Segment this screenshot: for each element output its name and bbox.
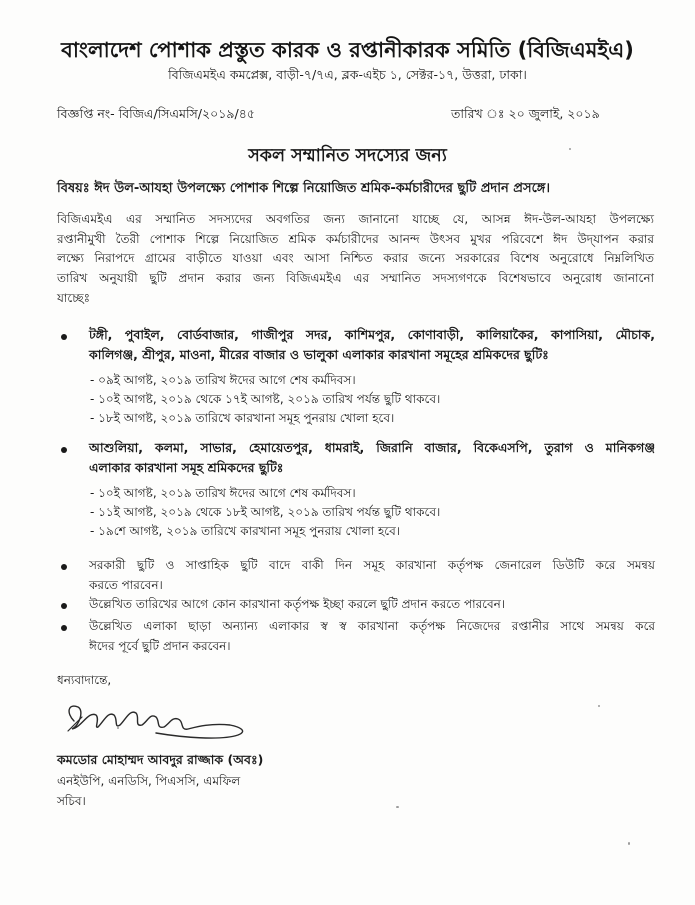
note-text xyxy=(89,594,655,614)
body-line: বিজিএমইএ এর সম্মানিত সদস্যদের অবগতির জন্য জানানো যাচ্ছে যে, আসন্ন ঈদ-উল-আযহা উপলক্ষ্যে xyxy=(57,212,654,226)
area-line: কালিগঞ্জ, শ্রীপুর, মাওনা, মীরের বাজার ও ভালুকা এলাকার কারখানা সমূহের শ্রমিকদের ছুটিঃ xyxy=(89,347,549,362)
note-line: উল্লেখিত এলাকা ছাড়া অন্যান্য এলাকার স্ব স্ব কারখানা কর্তৃপক্ষ নিজেদের রপ্তানীর সাথে সমন্বয় করে xyxy=(89,619,655,633)
body-paragraph xyxy=(57,210,654,309)
schedule-item: - ১৯শে আগষ্ট, ২০১৯ তারিখে কারখানা সমূহ পুনরায় খোলা হবে। xyxy=(90,524,401,538)
org-name: বাংলাদেশ পোশাক প্রস্তুত কারক ও রপ্তানীকারক সমিতি (বিজিএমইএ) xyxy=(61,38,634,62)
schedule-item: - ১০ই আগষ্ট, ২০১৯ থেকে ১৭ই আগষ্ট, ২০১৯ তারিখ পর্যন্ত ছুটি থাকবে। xyxy=(90,392,441,406)
paper-speck xyxy=(117,727,119,729)
handwritten-signature xyxy=(60,697,260,747)
subject-line: বিষয়ঃ ঈদ উল-আযহা উপলক্ষ্যে পোশাক শিল্পে নিয়োজিত শ্রমিক-কর্মচারীদের ছুটি প্রদান প্রসঙ্গে। xyxy=(57,181,551,196)
bullet-icon xyxy=(61,564,67,570)
note-line: করতে পারবেন। xyxy=(89,578,163,592)
area-line: এলাকার কারখানা সমূহ শ্রমিকদের ছুটিঃ xyxy=(89,460,284,475)
signer-title: সচিব। xyxy=(57,794,86,808)
area-list xyxy=(89,438,655,478)
schedule-item: - ০৯ই আগষ্ট, ২০১৯ তারিখ ঈদের আগে শেষ কর্মদিবস। xyxy=(90,373,356,387)
schedule-item: - ১০ই আগষ্ট, ২০১৯ তারিখ ঈদের আগে শেষ কর্মদিবস। xyxy=(90,486,356,500)
body-line: যাচ্ছেঃ xyxy=(57,290,90,305)
paper-speck xyxy=(598,705,600,707)
bullet-icon xyxy=(61,447,67,453)
notice-heading: সকল সম্মানিত সদস্যের জন্য xyxy=(248,146,447,166)
note-line: সরকারী ছুটি ও সাপ্তাহিক ছুটি বাদে বাকী দিন সমূহ কারখানা কর্তৃপক্ষ জেনারেল ডিউটি করে সমন্বয় xyxy=(89,558,655,572)
reference-label: বিজ্ঞপ্তি নং- বিজিএ/সিএমসি/২০১৯/ xyxy=(57,106,239,121)
note-line: উল্লেখিত তারিখের আগে কোন কারখানা কর্তৃপক্ষ ইচ্ছা করলে ছুটি প্রদান করতে পারবেন। xyxy=(89,597,506,611)
reference-number xyxy=(57,106,255,126)
area-line: আশুলিয়া, কলমা, সাভার, হেমায়েতপুর, ধামরাই, জিরানি বাজার, বিকেএসপি, তুরাগ ও মানিকগঞ্জ xyxy=(89,440,655,455)
closing-text: ধন্যবাদান্তে, xyxy=(57,673,112,687)
bullet-icon xyxy=(61,603,67,609)
body-line: লক্ষ্যে নিরাপদে গ্রামের বাড়ীতে যাওয়া এবং আসা নিশ্চিত করার জন্যে সরকারের বিশেষ অনুরোধে নিম্নলিখিত xyxy=(57,251,654,266)
note-text xyxy=(89,555,655,595)
schedule-item: - ১৮ই আগষ্ট, ২০১৯ তারিখে কারখানা সমূহ পুনরায় খোলা হবে। xyxy=(90,411,395,425)
schedule-item: - ১১ই আগষ্ট, ২০১৯ থেকে ১৮ই আগষ্ট, ২০১৯ তারিখ পর্যন্ত ছুটি থাকবে। xyxy=(90,505,441,519)
paper-speck xyxy=(396,806,399,808)
letter-date: তারিখ ঃ ২০ জুলাই, ২০১৯ xyxy=(451,106,600,121)
body-line: রপ্তানীমুখী তৈরী পোশাক শিল্পে নিয়োজিত শ্রমিক কর্মচারীদের আনন্দ উৎসব মুখর পরিবেশে ঈদ উদ্‌যাপন করার xyxy=(57,231,654,246)
note-text xyxy=(89,616,655,656)
note-line: ঈদের পূর্বে ছুটি প্রদান করবেন। xyxy=(89,639,231,653)
org-address: বিজিএমইএ কমপ্লেক্স, বাড়ী-৭/৭এ, ব্লক-এইচ ১, সেক্টর-১৭, উত্তরা, ঢাকা। xyxy=(168,67,527,82)
paper-speck xyxy=(628,842,630,845)
body-line: তারিখ অনুযায়ী ছুটি প্রদান করার জন্য বিজিএমইএ এর সম্মানিত সদস্যগণকে বিশেষভাবে অনুরোধ জানানো xyxy=(57,271,654,286)
bullet-icon xyxy=(61,334,67,340)
handwritten-number: ৪৫ xyxy=(238,106,255,121)
paper-speck xyxy=(569,148,571,150)
area-line: টঙ্গী, পুবাইল, বোর্ডবাজার, গাজীপুর সদর, কাশিমপুর, কোণাবাড়ী, কালিয়াকৈর, কাপাসিয়া, মৌচাক, xyxy=(89,327,655,342)
signer-qualifications: এনইউপি, এনডিসি, পিএসসি, এমফিল xyxy=(57,774,241,788)
bullet-icon xyxy=(61,625,67,631)
area-list xyxy=(89,325,655,365)
signer-name: কমডোর মোহাম্মদ আবদুর রাজ্জাক (অবঃ) xyxy=(57,752,264,767)
